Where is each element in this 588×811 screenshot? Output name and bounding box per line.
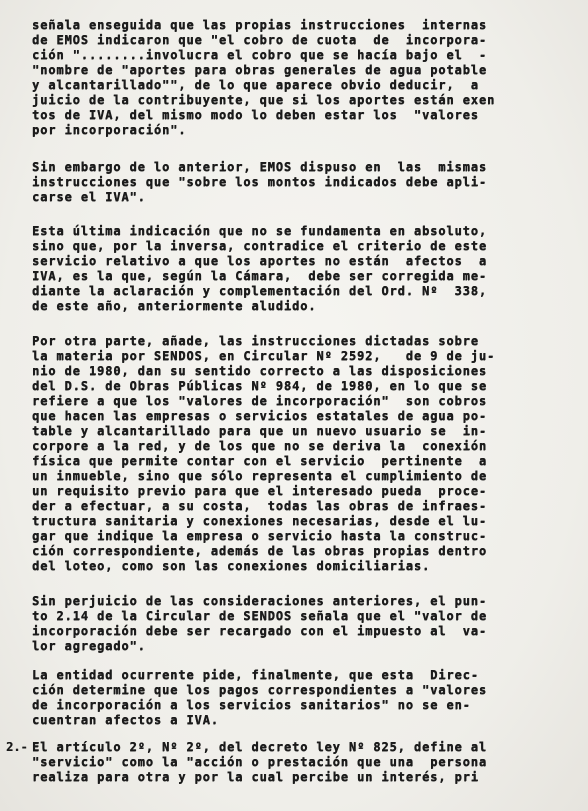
text-line: nio de 1980, dan su sentido correcto a las disposiciones (32, 364, 487, 378)
text-line: de EMOS indicaron que "el cobro de cuota de incorpora- (32, 33, 487, 47)
text-line: Sin embargo de lo anterior, EMOS dispuso en las mismas (32, 160, 487, 174)
text-line: que hacen las empresas o servicios estatales de agua po- (32, 409, 487, 423)
text-line: juicio de la contribuyente, que si los aportes están exen (32, 93, 496, 107)
text-line: ción correspondiente, además de las obras propias dentro (32, 544, 487, 558)
text-line: de incorporación a los servicios sanitarios" no se en- (32, 698, 471, 712)
text-line: tos de IVA, del mismo modo lo deben estar los "valores (32, 108, 479, 122)
section-number: 2.- (6, 740, 28, 754)
text-line: ción "........involucra el cobro que se hacía bajo el - (32, 48, 487, 62)
text-line: sino que, por la inversa, contradice el criterio de este (32, 239, 487, 253)
text-line: to 2.14 de la Circular de SENDOS señala que el "valor de (32, 609, 487, 623)
text-line: refiere a que los "valores de incorporación" son cobros (32, 394, 487, 408)
text-line: por incorporación". (32, 123, 187, 137)
text-line: y alcantarillado"", de lo que aparece obvio deducir, a (32, 78, 479, 92)
text-line: La entidad ocurrente pide, finalmente, que esta Direc- (32, 668, 479, 682)
text-line: El artículo 2º, Nº 2º, del decreto ley Nº 825, define al (32, 740, 487, 754)
text-line: realiza para otra y por la cual percibe un interés, pri (32, 770, 479, 784)
text-line: carse el IVA". (32, 190, 146, 204)
text-line: Por otra parte, añade, las instrucciones dictadas sobre (32, 334, 479, 348)
text-line: de este año, anteriormente aludido. (32, 299, 317, 313)
text-line: "nombre de "aportes para obras generales de agua potable (32, 63, 487, 77)
text-line: un inmueble, sino que sólo representa el cumplimiento de (32, 469, 487, 483)
text-line: del D.S. de Obras Públicas Nº 984, de 1980, en lo que se (32, 379, 487, 393)
text-line: Sin perjuicio de las consideraciones anteriores, el pun- (32, 594, 487, 608)
text-line: la materia por SENDOS, en Circular Nº 2592, de 9 de ju- (32, 349, 496, 363)
text-line: ción determine que los pagos correspondientes a "valores (32, 683, 487, 697)
text-line: der a efectuar, a su costa, todas las obras de infraes- (32, 499, 487, 513)
text-line: física que permite contar con el servicio pertinente a (32, 454, 487, 468)
text-line: IVA, es la que, según la Cámara, debe ser corregida me- (32, 269, 487, 283)
text-line: tructura sanitaria y conexiones necesarias, desde el lu- (32, 514, 487, 528)
text-line: cuentran afectos a IVA. (32, 713, 219, 727)
text-line: un requisito previo para que el interesado pueda proce- (32, 484, 487, 498)
text-line: gar que indique la empresa o servicio hasta la construc- (32, 529, 487, 543)
text-line: table y alcantarillado para que un nuevo usuario se in- (32, 424, 487, 438)
text-line: señala enseguida que las propias instrucciones internas (32, 18, 487, 32)
text-line: instrucciones que "sobre los montos indicados debe apli- (32, 175, 487, 189)
text-line: incorporación debe ser recargado con el impuesto al va- (32, 624, 487, 638)
text-line: Esta última indicación que no se fundamenta en absoluto, (32, 224, 487, 238)
text-line: del loteo, como son las conexiones domiciliarias. (32, 559, 431, 573)
text-line: diante la aclaración y complementación del Ord. Nº 338, (32, 284, 487, 298)
text-line: corpore a la red, y de los que no se deriva la conexión (32, 439, 487, 453)
text-line: lor agregado". (32, 639, 146, 653)
text-line: servicio relativo a que los aportes no están afectos a (32, 254, 487, 268)
text-line: "servicio" como la "acción o prestación que una persona (32, 755, 487, 769)
